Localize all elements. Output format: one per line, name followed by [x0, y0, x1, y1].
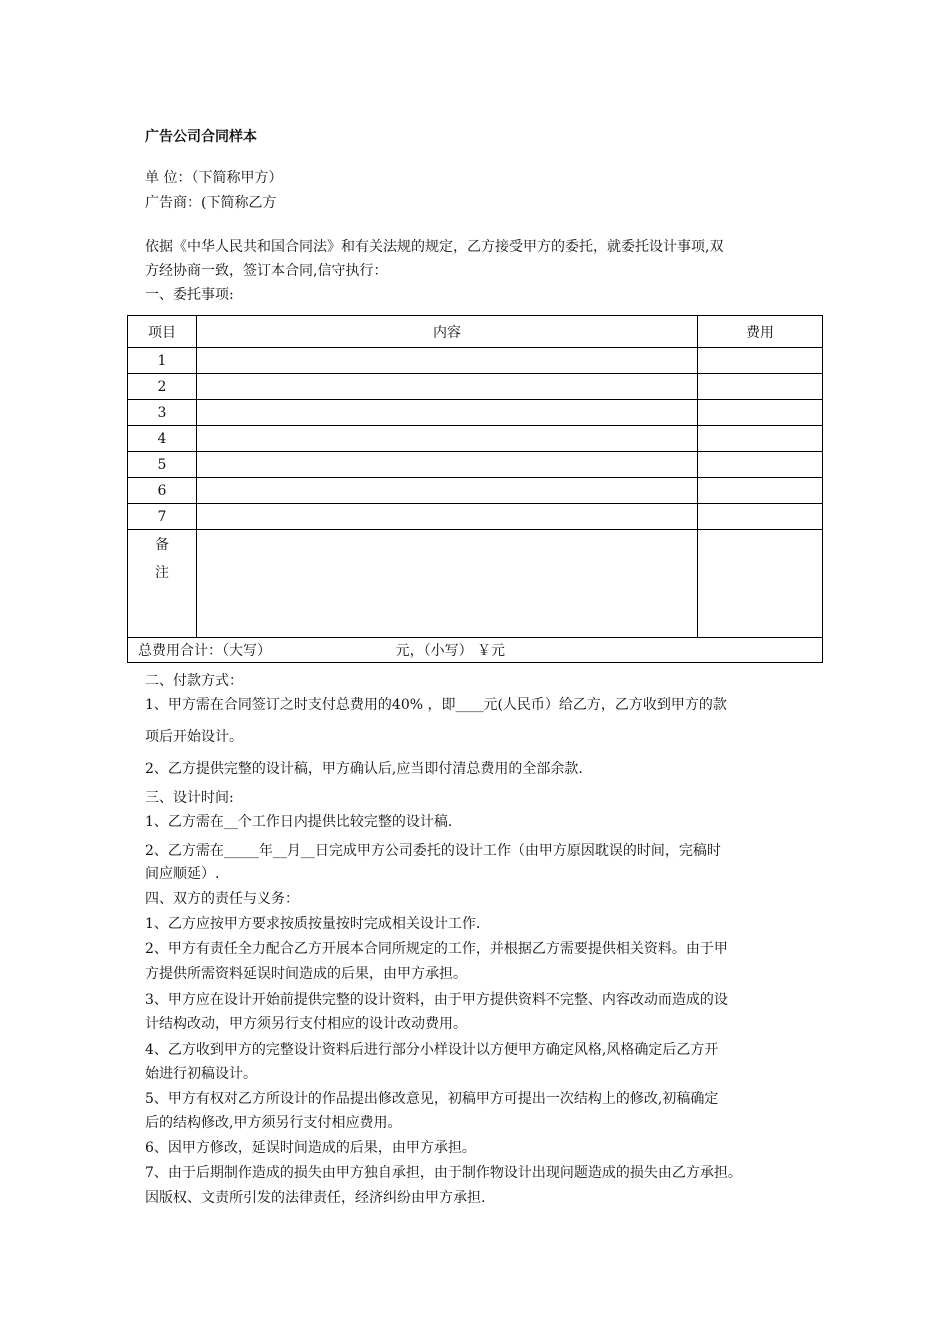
section-1-heading: 一、委托事项:: [145, 287, 234, 303]
row-fee-cell[interactable]: [698, 374, 823, 400]
header-content: 内容: [197, 316, 698, 348]
row-content-cell[interactable]: [197, 400, 698, 426]
payment-1-line-1: 1、甲方需在合同签订之时支付总费用的40% ，即____元(人民币）给乙方，乙方收到甲方的款: [145, 697, 727, 713]
remark-content-cell[interactable]: [197, 530, 698, 638]
row-number: 5: [128, 452, 197, 478]
total-cell: [128, 638, 823, 663]
header-item: 项目: [128, 316, 197, 348]
header-fee: 费用: [698, 316, 823, 348]
section-2-heading: 二、付款方式：: [145, 673, 243, 689]
section-4-heading: 四、双方的责任与义务：: [145, 891, 299, 907]
duty-5-line-1: 5、甲方有权对乙方所设计的作品提出修改意见，初稿甲方可提出一次结构上的修改,初稿确定: [145, 1091, 719, 1107]
row-number: 2: [128, 374, 197, 400]
remark-label-line2: 注: [155, 565, 169, 581]
payment-1-line-2: 项后开始设计。: [145, 729, 243, 745]
total-label: 总费用合计：（大写） 元，（小写） ￥元: [138, 643, 506, 659]
intro-line-1: 依据《中华人民共和国合同法》和有关法规的规定，乙方接受甲方的委托，就委托设计事项,双: [145, 239, 724, 255]
table-row: [128, 478, 823, 504]
row-fee-cell[interactable]: [698, 400, 823, 426]
row-fee-cell[interactable]: [698, 504, 823, 530]
row-number: 4: [128, 426, 197, 452]
row-content-cell[interactable]: [197, 478, 698, 504]
row-number: 1: [128, 348, 197, 374]
remark-label-cell: [128, 530, 197, 638]
remark-fee-cell[interactable]: [698, 530, 823, 638]
row-content-cell[interactable]: [197, 374, 698, 400]
duty-3-line-1: 3、甲方应在设计开始前提供完整的设计资料，由于甲方提供资料不完整、内容改动而造成的设: [145, 992, 728, 1008]
duty-2-line-2: 方提供所需资料延误时间造成的后果，由甲方承担。: [145, 966, 467, 982]
payment-2-line: 2、乙方提供完整的设计稿，甲方确认后,应当即付清总费用的全部余款.: [145, 761, 583, 777]
row-content-cell[interactable]: [197, 504, 698, 530]
time-2-line-1: 2、乙方需在_____年__月__日完成甲方公司委托的设计工作（由甲方原因耽误的时间，完稿时: [145, 843, 721, 859]
row-fee-cell[interactable]: [698, 478, 823, 504]
row-content-cell[interactable]: [197, 348, 698, 374]
table-row: [128, 374, 823, 400]
duty-3-line-2: 计结构改动，甲方须另行支付相应的设计改动费用。: [145, 1016, 467, 1032]
document-title: 广告公司合同样本: [145, 129, 257, 145]
duty-1-line: 1、乙方应按甲方要求按质按量按时完成相关设计工作.: [145, 916, 481, 932]
intro-line-2: 方经协商一致，签订本合同,信守执行：: [145, 263, 388, 279]
time-1-line: 1、乙方需在__个工作日内提供比较完整的设计稿.: [145, 814, 453, 830]
party-a-line: 单 位：（下简称甲方）: [145, 170, 283, 186]
row-fee-cell[interactable]: [698, 426, 823, 452]
section-3-heading: 三、设计时间:: [145, 790, 234, 806]
duty-2-line-1: 2、甲方有责任全力配合乙方开展本合同所规定的工作，并根据乙方需要提供相关资料。由于甲: [145, 941, 728, 957]
duty-4-line-1: 4、乙方收到甲方的完整设计资料后进行部分小样设计以方便甲方确定风格,风格确定后乙方开: [145, 1042, 719, 1058]
commission-table: [127, 315, 823, 663]
table-row: [128, 400, 823, 426]
row-content-cell[interactable]: [197, 426, 698, 452]
duty-7-line-2: 因版权、文责所引发的法律责任，经济纠纷由甲方承担.: [145, 1190, 486, 1206]
remark-row: [128, 530, 823, 638]
table-row: [128, 452, 823, 478]
table-row: [128, 504, 823, 530]
table-header-row: [128, 316, 823, 348]
row-fee-cell[interactable]: [698, 452, 823, 478]
party-b-line: 广告商：(下简称乙方: [145, 195, 277, 211]
duty-6-line: 6、因甲方修改，延误时间造成的后果，由甲方承担。: [145, 1140, 476, 1156]
row-number: 3: [128, 400, 197, 426]
duty-7-line-1: 7、由于后期制作造成的损失由甲方独自承担，由于制作物设计出现问题造成的损失由乙方承担。: [145, 1165, 742, 1181]
row-number: 6: [128, 478, 197, 504]
table-row: [128, 426, 823, 452]
duty-4-line-2: 始进行初稿设计。: [145, 1066, 257, 1082]
duty-5-line-2: 后的结构修改,甲方须另行支付相应费用。: [145, 1115, 402, 1131]
time-2-line-2: 间应顺延）.: [145, 866, 220, 882]
row-fee-cell[interactable]: [698, 348, 823, 374]
row-content-cell[interactable]: [197, 452, 698, 478]
total-row: [128, 638, 823, 663]
table-row: [128, 348, 823, 374]
row-number: 7: [128, 504, 197, 530]
remark-label-line1: 备: [155, 537, 169, 553]
